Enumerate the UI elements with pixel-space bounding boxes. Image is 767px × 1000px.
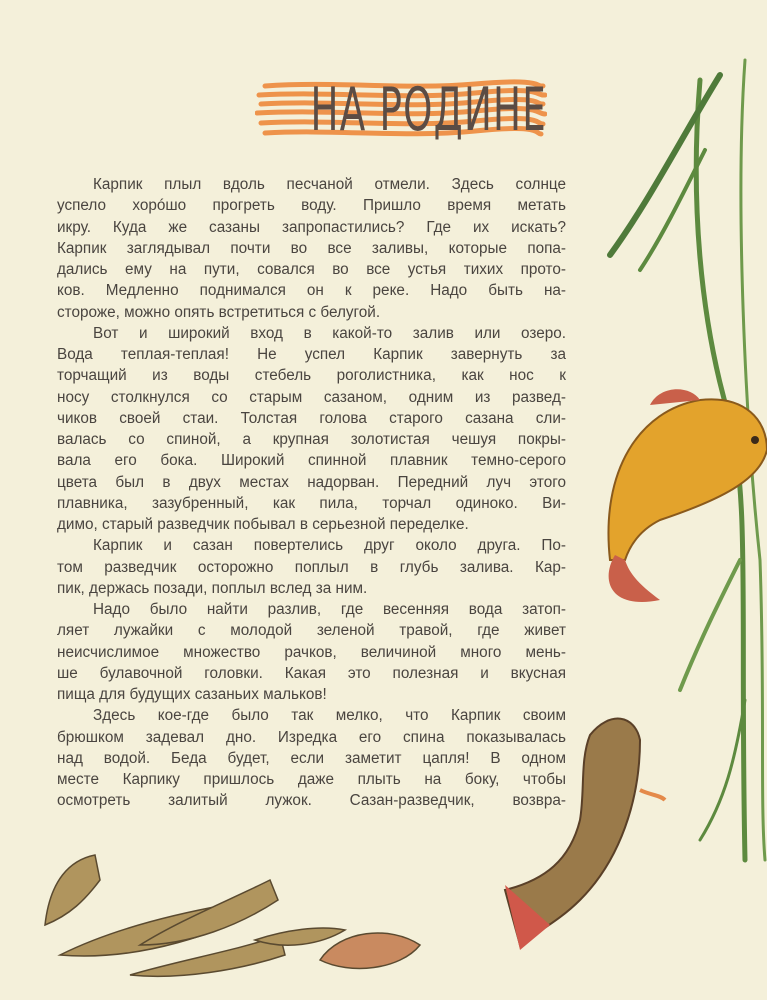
- text-line: Карпик заглядывал почти во все заливы, которые попа-: [57, 239, 566, 257]
- text-line: икру. Куда же сазаны запропастились? Где их искать?: [57, 218, 566, 236]
- text-line: вала его бока. Широкий спинной плавник темно-серого: [57, 452, 566, 470]
- story-text: [57, 174, 566, 812]
- text-line: цвета был в двух местах надорван. Передний луч этого: [57, 473, 566, 491]
- text-line: пик, держась позади, поплыл вслед за ним.: [57, 579, 368, 597]
- text-line: брюшком задевал дно. Изредка его спина показывалась: [57, 728, 566, 746]
- small-fish-group-illustration: [45, 855, 420, 976]
- chapter-title-text: НА РОДИНЕ: [310, 78, 547, 142]
- text-line: успело хорóшо прогреть воду. Пришло время метать: [57, 197, 566, 215]
- text-line: Надо было найти разлив, где весенняя вода затоп-: [93, 601, 566, 618]
- text-line: Вода теплая-теплая! Не успел Карпик завернуть за: [57, 346, 566, 363]
- text-line: плавника, зазубренный, как пила, торчал одиноко. Ви-: [57, 494, 566, 512]
- text-line: стороже, можно опять встретиться с белугой.: [57, 303, 381, 321]
- text-line: Карпик и сазан повертелись друг около друга. По-: [93, 537, 566, 555]
- text-line: том разведчик осторожно поплыл в глубь залива. Кар-: [57, 558, 566, 576]
- chapter-title: [255, 78, 547, 142]
- text-line: торчащий из воды стебель роголистника, как нос к: [57, 367, 566, 385]
- text-line: валась со спиной, а крупная золотистая чешуя покры-: [57, 431, 566, 448]
- text-line: месте Карпику пришлось даже плыть на боку, чтобы: [57, 771, 566, 788]
- text-line: дались ему на пути, совался во все устья тихих прото-: [57, 261, 566, 278]
- text-line: димо, старый разведчик побывал в серьезной переделке.: [57, 516, 469, 533]
- text-line: ляет лужайки с молодой зеленой травой, где живет: [57, 622, 566, 640]
- text-line: ше булавочной головки. Какая это полезная и вкусная: [57, 664, 566, 682]
- text-line: ков. Медленно поднимался он к реке. Надо быть на-: [57, 282, 566, 300]
- text-line: Вот и широкий вход в какой-то залив или озеро.: [93, 324, 566, 342]
- text-line: Здесь кое-где было так мелко, что Карпик своим: [93, 707, 566, 725]
- text-line: чиков своей стаи. Толстая голова старого сазана сли-: [57, 409, 566, 427]
- text-line: носу столкнулся со старым сазаном, одним из развед-: [57, 388, 566, 406]
- text-line: над водой. Беда будет, если заметит цапля! В одном: [57, 749, 566, 767]
- text-line: пища для будущих сазаньих мальков!: [57, 686, 327, 703]
- text-line: осмотреть залитый лужок. Сазан-разведчик, возвра-: [57, 792, 566, 810]
- text-line: неисчислимое множество рачков, величиной много мень-: [57, 643, 566, 661]
- text-line: Карпик плыл вдоль песчаной отмели. Здесь солнце: [93, 176, 566, 193]
